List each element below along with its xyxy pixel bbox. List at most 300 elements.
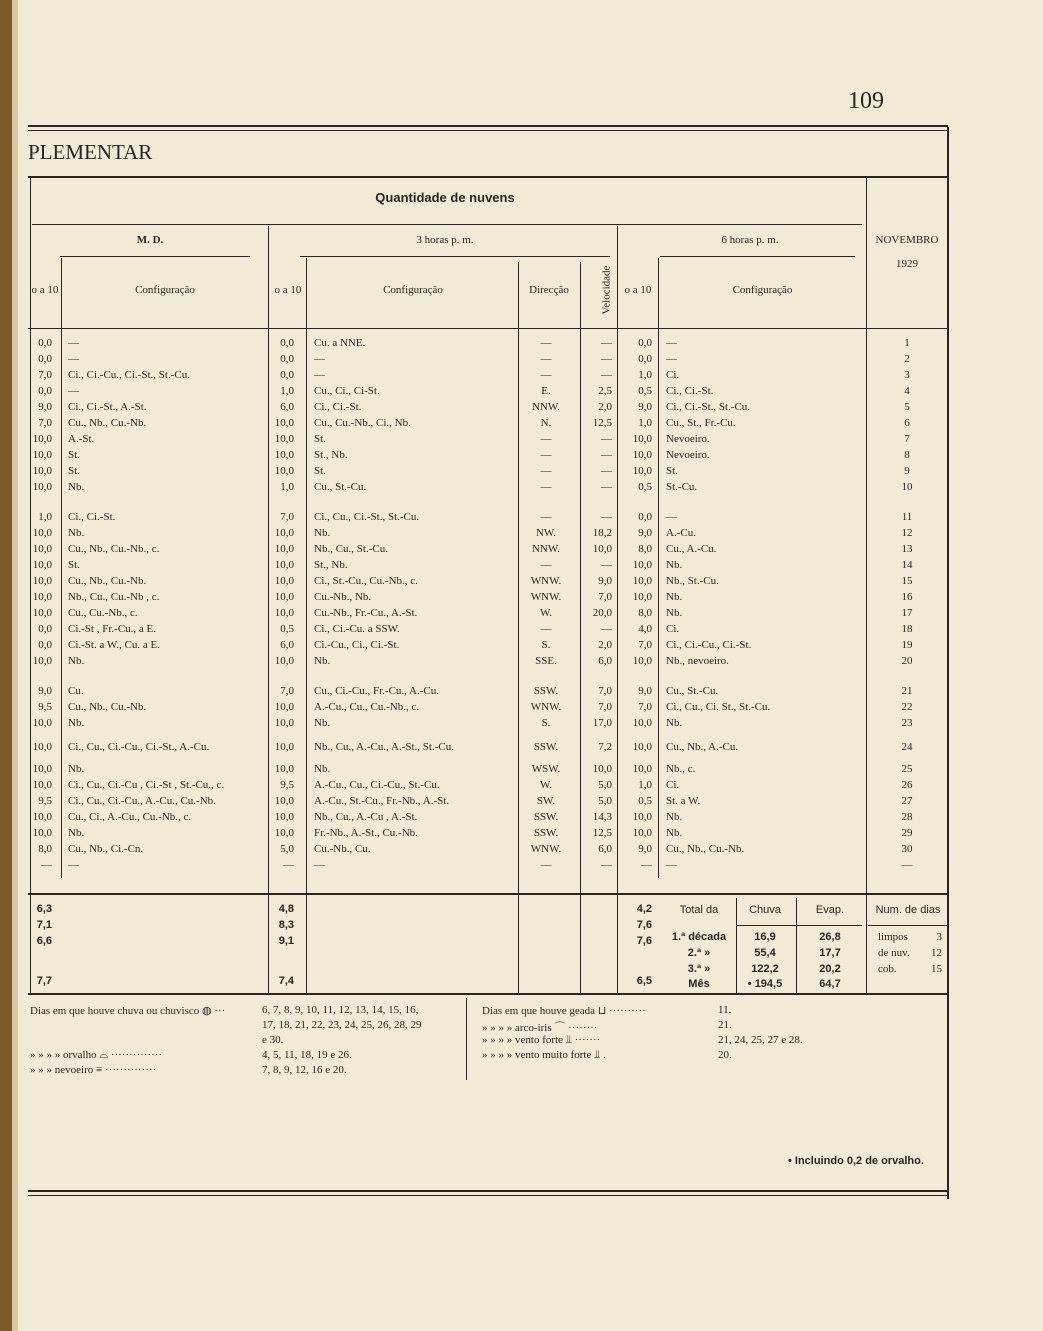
h6-config-head: Configuração (732, 284, 793, 296)
cell-h6-q: 1,0 (638, 779, 652, 791)
cell-h6-q: 0,0 (638, 353, 652, 365)
cell-md-q: 0,0 (38, 337, 52, 349)
table-row (0, 449, 1043, 465)
cell-dir: NNW. (531, 543, 560, 555)
cell-h6-q: 10,0 (632, 449, 652, 461)
top-rule-thin (28, 130, 948, 131)
cell-h3-c: Cu.-Nb., Fr.-Cu., A.-St. (314, 607, 418, 619)
cell-md-q: 7,0 (38, 369, 52, 381)
cell-h6-q: 9,0 (638, 685, 652, 697)
mean-h6-1: 4,2 (636, 903, 652, 915)
cell-h6-q: 9,0 (638, 527, 652, 539)
cell-md-c: Cu., Nb., Cu.-Nb. (68, 575, 147, 587)
cell-h6-c: Nb., St.-Cu. (666, 575, 719, 587)
cell-h3-q: 9,5 (280, 779, 294, 791)
cell-h6-c: Nevoeiro. (666, 449, 710, 461)
table-row (0, 811, 1043, 827)
cell-day: 24 (901, 741, 913, 753)
cell-vel: 2,5 (598, 385, 612, 397)
totals-head-rule (736, 925, 862, 926)
cell-day: 6 (904, 417, 910, 429)
cell-md-c: Nb. (68, 827, 85, 839)
cell-h3-q: 10,0 (274, 433, 294, 445)
table-row (0, 559, 1043, 575)
cell-h6-c: Ci. (666, 623, 680, 635)
cell-md-q: 9,5 (38, 701, 52, 713)
cell-vel: 6,0 (598, 843, 612, 855)
cell-md-q: 10,0 (32, 575, 52, 587)
cell-h3-q: 10,0 (274, 417, 294, 429)
cell-h3-c: Cu., St.-Cu. (314, 481, 367, 493)
cell-dir: S. (541, 639, 551, 651)
table-row (0, 385, 1043, 401)
cell-day: 23 (901, 717, 913, 729)
cell-vel: 9,0 (598, 575, 612, 587)
cell-md-q: 9,5 (38, 795, 52, 807)
cell-h3-q: 10,0 (274, 559, 294, 571)
cell-dir: SW. (536, 795, 556, 807)
table-row (0, 607, 1043, 623)
mean-h6-3: 7,6 (636, 935, 652, 947)
cell-md-c: St. (68, 559, 80, 571)
cell-vel: 17,0 (592, 717, 612, 729)
footer-right-value: 21. (718, 1019, 732, 1031)
cell-md-c: — (68, 353, 79, 365)
totals-row-chuva: 16,9 (754, 931, 776, 943)
cell-dir: — (540, 465, 552, 477)
cell-h6-q: — (641, 859, 652, 871)
cell-dir: — (540, 481, 552, 493)
table-row (0, 701, 1043, 717)
bottom-rule (28, 1190, 948, 1192)
cell-md-c: Cu., Nb., Ci.-Cn. (68, 843, 144, 855)
cell-dir: WNW. (530, 591, 562, 603)
footer-right-value: 21, 24, 25, 27 e 28. (718, 1034, 803, 1046)
totals-row-evap: 26,8 (819, 931, 841, 943)
cell-h3-c: Nb., Cu., A.-Cu , A.-St. (314, 811, 418, 823)
cell-h6-q: 10,0 (632, 655, 652, 667)
cell-h6-c: — (666, 337, 677, 349)
cell-h3-q: 0,0 (280, 353, 294, 365)
cell-h6-q: 0,0 (638, 337, 652, 349)
cell-h6-c: Ci., Ci.-St. (666, 385, 714, 397)
cell-md-c: Cu., Ci., A.-Cu., Cu.-Nb., c. (68, 811, 192, 823)
table-row (0, 623, 1043, 639)
mean-h3-3: 9,1 (278, 935, 294, 947)
cell-dir: — (540, 433, 552, 445)
mean-md-2: 7,1 (36, 919, 52, 931)
header-rule (32, 224, 862, 225)
cell-md-q: 10,0 (32, 717, 52, 729)
cell-h3-q: 10,0 (274, 575, 294, 587)
cell-h6-q: 9,0 (638, 401, 652, 413)
cell-h3-q: 10,0 (274, 717, 294, 729)
footer-right-label: » » » » vento muito forte ⫫ . (482, 1049, 606, 1061)
cell-h6-c: Cu., Nb., Cu.-Nb. (666, 843, 745, 855)
cell-h6-c: Ci., Ci.-St., St.-Cu. (666, 401, 751, 413)
cell-h6-q: 1,0 (638, 369, 652, 381)
cell-h6-q: 4,0 (638, 623, 652, 635)
totals-row-label: 1.ª década (671, 931, 727, 943)
totals-row-label: Mês (688, 978, 710, 990)
cell-h6-c: Nb. (666, 827, 683, 839)
cell-md-q: 10,0 (32, 741, 52, 753)
footer-right-value: 11. (718, 1004, 732, 1016)
cell-h6-c: Nb., c. (666, 763, 696, 775)
top-rule (28, 125, 948, 127)
cell-h3-q: 10,0 (274, 591, 294, 603)
cell-md-c: Ci., Cu., Ci.-Cu., Ci.-St., A.-Cu. (68, 741, 210, 753)
cell-h6-c: Ci. (666, 369, 680, 381)
cell-md-q: 7,0 (38, 417, 52, 429)
cell-day: 7 (904, 433, 910, 445)
cell-dir: W. (539, 779, 553, 791)
mean-md-1: 6,3 (36, 903, 52, 915)
cell-h3-q: 1,0 (280, 481, 294, 493)
cell-h3-c: Ci., St.-Cu., Cu.-Nb., c. (314, 575, 418, 587)
totals-rule-2 (796, 898, 797, 993)
cell-h6-q: 9,0 (638, 843, 652, 855)
header-bottom-rule (28, 328, 948, 329)
cell-vel: 6,0 (598, 655, 612, 667)
days-count-value: 12 (931, 947, 942, 959)
cell-vel: 2,0 (598, 401, 612, 413)
cell-h3-q: 10,0 (274, 811, 294, 823)
cell-h3-q: 0,0 (280, 337, 294, 349)
cell-h6-c: Nb. (666, 607, 683, 619)
cell-h3-c: Ci., Ci.-St. (314, 401, 362, 413)
days-count-label: limpos (878, 931, 908, 943)
table-row (0, 795, 1043, 811)
cell-h3-q: 6,0 (280, 401, 294, 413)
table-row (0, 337, 1043, 353)
bottom-rule-thin (28, 1195, 948, 1196)
cell-h3-q: 10,0 (274, 465, 294, 477)
table-row (0, 859, 1043, 875)
cell-h3-q: 10,0 (274, 827, 294, 839)
cell-h6-c: — (666, 511, 677, 523)
cell-vel: — (601, 449, 612, 461)
cell-h3-c: Nb., Cu., A.-Cu., A.-St., St.-Cu. (314, 741, 454, 753)
cell-h6-q: 0,0 (638, 511, 652, 523)
cell-vel: 7,0 (598, 701, 612, 713)
table-row (0, 417, 1043, 433)
cell-h3-c: Nb. (314, 717, 331, 729)
cell-vel: 5,0 (598, 779, 612, 791)
cell-h3-q: 10,0 (274, 527, 294, 539)
cell-h6-c: Ci., Ci.-Cu., Ci.-St. (666, 639, 752, 651)
cell-md-c: Nb. (68, 763, 85, 775)
cell-md-q: 10,0 (32, 779, 52, 791)
md-config-head: Configuração (135, 284, 195, 296)
cell-md-q: 10,0 (32, 559, 52, 571)
mean-md-3: 6,6 (36, 935, 52, 947)
cell-h3-q: 10,0 (274, 655, 294, 667)
cell-vel: — (601, 337, 612, 349)
cell-vel: 7,0 (598, 591, 612, 603)
cell-day: 12 (901, 527, 913, 539)
table-row (0, 717, 1043, 733)
cell-dir: NW. (535, 527, 557, 539)
cell-h6-c: Ci., Cu., Ci. St., St.-Cu. (666, 701, 771, 713)
cell-dir: SSE. (535, 655, 557, 667)
cell-md-c: Ci., Ci.-Cu., Ci.-St., St.-Cu. (68, 369, 190, 381)
table-sum-rule (28, 893, 948, 895)
cell-h3-q: 10,0 (274, 795, 294, 807)
cell-h3-c: — (314, 353, 325, 365)
cell-day: 18 (901, 623, 913, 635)
cell-dir: E. (541, 385, 551, 397)
days-head-rule (868, 925, 948, 926)
footer-right-value: 20. (718, 1049, 732, 1061)
cell-md-c: Ci.-St , Fr.-Cu., a E. (68, 623, 157, 635)
cell-h6-c: Cu., St., Fr.-Cu. (666, 417, 736, 429)
cell-h3-c: — (314, 369, 325, 381)
cell-dir: — (540, 559, 552, 571)
cell-day: 19 (901, 639, 913, 651)
cell-vel: — (601, 481, 612, 493)
days-count-label: cob. (878, 963, 897, 975)
cell-dir: WNW. (530, 843, 562, 855)
cell-day: 29 (901, 827, 913, 839)
table-row (0, 401, 1043, 417)
cell-h3-c: Nb. (314, 763, 331, 775)
cell-md-q: 10,0 (32, 527, 52, 539)
cell-h6-q: 10,0 (632, 465, 652, 477)
cell-h6-q: 7,0 (638, 639, 652, 651)
cell-h6-q: 10,0 (632, 559, 652, 571)
cell-h6-q: 10,0 (632, 717, 652, 729)
cell-dir: — (540, 369, 552, 381)
direction-head: Direcção (529, 284, 569, 296)
cell-dir: — (540, 623, 552, 635)
header-6h: 6 horas p. m. (721, 234, 779, 246)
cell-day: 25 (901, 763, 913, 775)
totals-row-chuva: 122,2 (751, 963, 779, 975)
cell-day: — (901, 859, 913, 871)
cell-md-q: 8,0 (38, 843, 52, 855)
h3-config-head: Configuração (383, 284, 443, 296)
cell-md-q: 10,0 (32, 481, 52, 493)
cell-vel: — (601, 369, 612, 381)
cell-h3-c: Nb., Cu., St.-Cu. (314, 543, 388, 555)
totals-row-evap: 64,7 (819, 978, 841, 990)
cell-day: 9 (904, 465, 910, 477)
cell-md-c: St. (68, 465, 80, 477)
cell-vel: 18,2 (592, 527, 612, 539)
table-row (0, 369, 1043, 385)
cell-dir: — (540, 511, 552, 523)
cell-md-q: 10,0 (32, 433, 52, 445)
cell-day: 14 (901, 559, 913, 571)
mean-h6-month: 6,5 (636, 975, 652, 987)
cell-h6-q: 10,0 (632, 763, 652, 775)
cell-day: 26 (901, 779, 913, 791)
totals-row-evap: 20,2 (819, 963, 841, 975)
footer-left-value: 6, 7, 8, 9, 10, 11, 12, 13, 14, 15, 16, (262, 1004, 419, 1016)
cell-h6-q: 0,5 (638, 385, 652, 397)
cell-md-c: Nb. (68, 481, 85, 493)
cell-md-q: 10,0 (32, 763, 52, 775)
totals-row-label: 3.ª » (687, 963, 711, 975)
velocity-head: Velocidade (600, 265, 613, 315)
md-subrule (60, 256, 250, 257)
cell-h3-c: A.-Cu., Cu., Cu.-Nb., c. (314, 701, 420, 713)
cell-dir: SSW. (533, 827, 559, 839)
cell-day: 1 (904, 337, 910, 349)
cell-h3-c: Nb. (314, 655, 331, 667)
table-row (0, 465, 1043, 481)
cell-md-q: 9,0 (38, 401, 52, 413)
cell-md-q: 10,0 (32, 449, 52, 461)
cell-h3-c: St., Nb. (314, 559, 348, 571)
cell-vel: 12,5 (592, 417, 612, 429)
table-row (0, 591, 1043, 607)
cell-h3-q: 10,0 (274, 763, 294, 775)
cell-day: 17 (901, 607, 913, 619)
cell-md-c: — (68, 337, 79, 349)
cell-h3-q: 10,0 (274, 543, 294, 555)
days-count-label: de nuv. (878, 947, 910, 959)
cell-day: 2 (904, 353, 910, 365)
footnote: • Incluindo 0,2 de orvalho. (788, 1155, 924, 1167)
cell-md-q: 10,0 (32, 465, 52, 477)
h6-subrule (660, 256, 855, 257)
footer-right-label: » » » » vento forte ⫫ ······· (482, 1034, 601, 1046)
table-row (0, 527, 1043, 543)
cell-md-c: Ci., Ci.-St. (68, 511, 116, 523)
totals-row-label: 2.ª » (687, 947, 711, 959)
cell-h3-c: A.-Cu., St.-Cu., Fr.-Nb., A.-St. (314, 795, 450, 807)
footer-right-label: Dias em que houve geada ⊔ ·········· (482, 1005, 646, 1017)
cell-day: 22 (901, 701, 913, 713)
footer-divider (466, 998, 467, 1080)
cell-h6-c: — (666, 859, 677, 871)
totals-header: Total da (679, 904, 719, 916)
cell-vel: 7,2 (598, 741, 612, 753)
cell-md-q: 0,0 (38, 623, 52, 635)
h6-scale-head: o a 10 (624, 284, 652, 296)
cell-md-c: — (68, 859, 79, 871)
cell-h6-c: Nb. (666, 559, 683, 571)
cell-h3-c: — (314, 859, 325, 871)
cell-md-c: A.-St. (68, 433, 95, 445)
cell-dir: SSW. (533, 811, 559, 823)
cell-h6-c: Nb. (666, 591, 683, 603)
cell-day: 21 (901, 685, 913, 697)
cell-h6-q: 8,0 (638, 543, 652, 555)
cell-day: 11 (901, 511, 913, 523)
header-md: M. D. (136, 234, 164, 246)
cell-h3-q: 7,0 (280, 511, 294, 523)
cell-dir: N. (540, 417, 552, 429)
footer-left-label: » » » nevoeiro ≡ ·············· (30, 1064, 157, 1076)
cell-h3-c: Ci.-Cu., Ci., Ci.-St. (314, 639, 400, 651)
cell-md-q: 9,0 (38, 685, 52, 697)
cell-md-q: — (41, 859, 52, 871)
footer-left-value: e 30. (262, 1034, 284, 1046)
cell-day: 10 (901, 481, 913, 493)
cell-md-c: Nb. (68, 655, 85, 667)
cell-day: 8 (904, 449, 910, 461)
cell-h3-q: 7,0 (280, 685, 294, 697)
cell-h3-c: A.-Cu., Cu., Ci.-Cu., St.-Cu. (314, 779, 440, 791)
table-row (0, 353, 1043, 369)
cell-day: 28 (901, 811, 913, 823)
cell-dir: WSW. (531, 763, 561, 775)
cell-h3-c: Cu. a NNE. (314, 337, 366, 349)
cell-vel: 14,3 (592, 811, 612, 823)
cell-md-q: 10,0 (32, 543, 52, 555)
cell-day: 20 (901, 655, 913, 667)
cell-dir: S. (541, 717, 551, 729)
cell-h6-q: 10,0 (632, 575, 652, 587)
cell-h3-q: 10,0 (274, 701, 294, 713)
cell-h6-c: — (666, 353, 677, 365)
cell-md-c: Ci., Cu., Ci.-Cu , Ci.-St , St.-Cu., c. (68, 779, 225, 791)
cell-day: 30 (901, 843, 913, 855)
cell-md-q: 10,0 (32, 607, 52, 619)
table-row (0, 511, 1043, 527)
header-year: 1929 (896, 258, 918, 270)
cell-h3-c: Ci., Ci.-Cu. a SSW. (314, 623, 400, 635)
cell-md-c: Cu. (68, 685, 84, 697)
table-row (0, 543, 1043, 559)
cell-h3-q: 6,0 (280, 639, 294, 651)
table-top-rule (28, 176, 948, 178)
cell-h3-c: Cu.-Nb., Nb. (314, 591, 372, 603)
cell-vel: — (601, 511, 612, 523)
cell-dir: — (540, 449, 552, 461)
cell-h6-c: A.-Cu. (666, 527, 696, 539)
cell-vel: 10,0 (592, 543, 612, 555)
header-month: NOVEMBRO (875, 234, 939, 246)
cell-h3-q: 5,0 (280, 843, 294, 855)
cell-dir: W. (539, 607, 553, 619)
cell-h6-q: 0,5 (638, 795, 652, 807)
cell-h6-q: 7,0 (638, 701, 652, 713)
cell-h3-c: Cu., Ci., Ci-St. (314, 385, 380, 397)
table-row (0, 639, 1043, 655)
footer-left-label: Dias em que houve chuva ou chuvisco ◍ ··· (30, 1005, 226, 1017)
footer-left-value: 7, 8, 9, 12, 16 e 20. (262, 1064, 347, 1076)
cell-h6-c: Nb. (666, 811, 683, 823)
cell-vel: — (601, 623, 612, 635)
cell-md-q: 0,0 (38, 385, 52, 397)
cell-h6-q: 10,0 (632, 811, 652, 823)
cell-day: 4 (904, 385, 910, 397)
cell-md-c: Cu., Cu.-Nb., c. (68, 607, 138, 619)
cell-h3-c: Cu., Ci.-Cu., Fr.-Cu., A.-Cu. (314, 685, 439, 697)
cell-day: 3 (904, 369, 910, 381)
header-3h: 3 horas p. m. (416, 234, 474, 246)
cell-vel: — (601, 859, 612, 871)
header-quantidade: Quantidade de nuvens (375, 190, 515, 205)
cell-md-c: Cu., Nb., Cu.-Nb. (68, 417, 147, 429)
cell-md-q: 0,0 (38, 639, 52, 651)
mean-h6-2: 7,6 (636, 919, 652, 931)
table-row (0, 741, 1043, 757)
cell-md-c: Ci., Ci.-St., A.-St. (68, 401, 147, 413)
cell-h6-c: Nb. (666, 717, 683, 729)
cell-h3-q: 10,0 (274, 741, 294, 753)
cell-vel: — (601, 465, 612, 477)
cell-md-q: 10,0 (32, 811, 52, 823)
cell-h6-c: Cu., St.-Cu. (666, 685, 719, 697)
cell-vel: 12,5 (592, 827, 612, 839)
totals-row-chuva: 55,4 (754, 947, 776, 959)
mean-h3-month: 7,4 (278, 975, 294, 987)
